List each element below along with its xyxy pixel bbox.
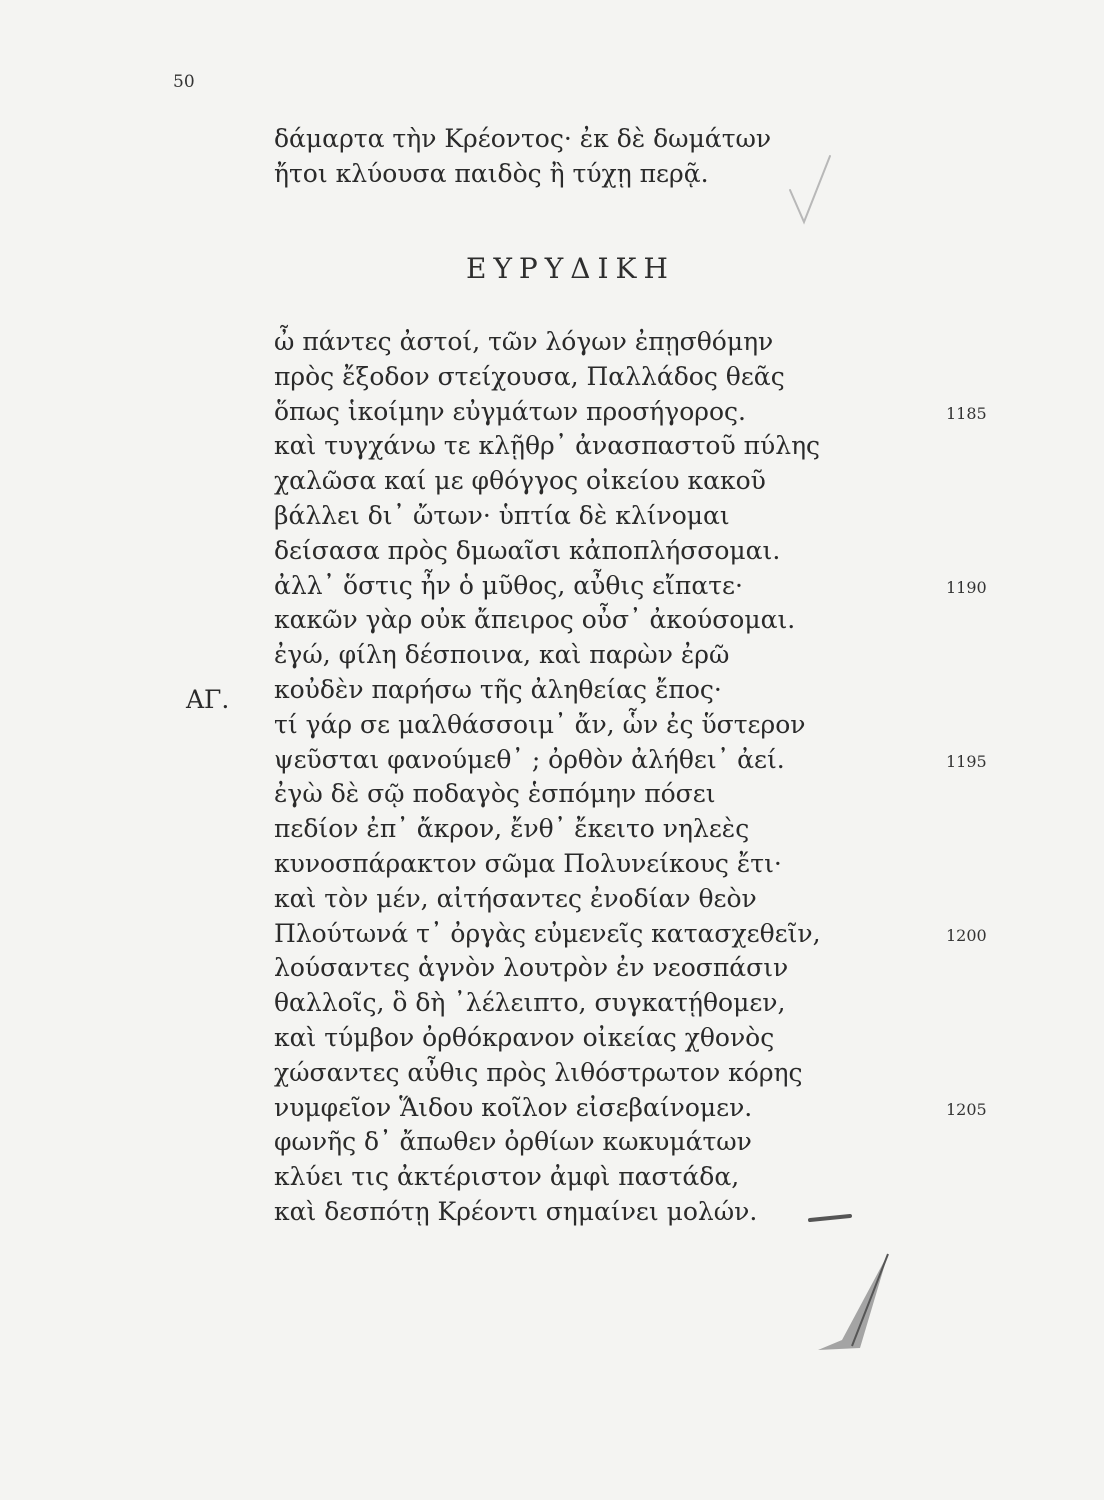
- verse-line: δάμαρτα τὴν Κρέοντος· ἐκ δὲ δωμάτων: [274, 124, 772, 153]
- page-number: 50: [173, 72, 195, 92]
- verse-line: Πλούτωνά τ᾽ ὀργὰς εὐμενεῖς κατασχεθεῖν,: [274, 918, 821, 948]
- pencil-slash-mark: [812, 1250, 902, 1360]
- verse-line: ὅπως ἱκοίμην εὐγμάτων προσήγορος.: [274, 396, 746, 426]
- line-number: 1190: [946, 577, 987, 597]
- verse-line: κλύει τις ἀκτέριστον ἀμφὶ παστάδα,: [274, 1162, 740, 1192]
- verse-line: ἐγώ, φίλη δέσποινα, καὶ παρὼν ἐρῶ: [274, 640, 730, 670]
- verse-line: καὶ δεσπότῃ Κρέοντι σημαίνει μολών.: [274, 1196, 758, 1226]
- verse-line: πρὸς ἔξοδον στείχουσα, Παλλάδος θεᾶς: [274, 361, 785, 391]
- verse-line: βάλλει δι᾽ ὤτων· ὑπτία δὲ κλίνομαι: [274, 500, 730, 530]
- verse-line: ἤτοι κλύουσα παιδὸς ἢ τύχῃ περᾷ.: [274, 158, 709, 188]
- verse-line: καὶ τυγχάνω τε κλῇθρ᾽ ἀνασπαστοῦ πύλης: [274, 431, 821, 461]
- verse-line: χώσαντες αὖθις πρὸς λιθόστρωτον κόρης: [274, 1057, 803, 1087]
- line-number: 1195: [946, 751, 987, 771]
- verse-line: τί γάρ σε μαλθάσσοιμ᾽ ἄν, ὧν ἐς ὕστερον: [274, 709, 806, 739]
- verse-line: φωνῆς δ᾽ ἄπωθεν ὀρθίων κωκυμάτων: [274, 1127, 752, 1157]
- pencil-check-mark: [782, 150, 842, 230]
- line-number: 1200: [946, 925, 987, 945]
- verse-line: ἀλλ᾽ ὅστις ἦν ὁ μῦθος, αὖθις εἴπατε·: [274, 570, 743, 600]
- verse-line: λούσαντες ἁγνὸν λουτρὸν ἐν νεοσπάσιν: [274, 953, 789, 983]
- verse-line: δείσασα πρὸς δμωαῖσι κἀποπλήσσομαι.: [274, 535, 781, 565]
- verse-block-top: [274, 122, 771, 192]
- verse-line: κοὐδὲν παρήσω τῆς ἀληθείας ἔπος·: [274, 674, 722, 704]
- verse-line: καὶ τύμβον ὀρθόκρανον οἰκείας χθονὸς: [274, 1022, 775, 1052]
- verse-line: κυνοσπάρακτον σῶμα Πολυνείκους ἔτι·: [274, 848, 782, 878]
- line-number: 1185: [946, 403, 987, 423]
- verse-line: καὶ τὸν μέν, αἰτήσαντες ἐνοδίαν θεὸν: [274, 883, 757, 913]
- verse-line: χαλῶσα καί με φθόγγος οἰκείου κακοῦ: [274, 466, 766, 496]
- verse-line: θαλλοῖς, ὃ δὴ ᾿λέλειπτο, συγκατῄθομεν,: [274, 988, 786, 1018]
- verse-block-main: [274, 325, 821, 1230]
- verse-line: ψεῦσται φανούμεθ᾽ ; ὀρθὸν ἀλήθει᾽ ἀεί.: [274, 744, 785, 774]
- verse-line: ὦ πάντες ἀστοί, τῶν λόγων ἐπῃσθόμην: [274, 327, 774, 356]
- verse-line: ἐγὼ δὲ σῷ ποδαγὸς ἑσπόμην πόσει: [274, 779, 716, 809]
- verse-line: κακῶν γὰρ οὐκ ἄπειρος οὖσ᾽ ἀκούσομαι.: [274, 605, 796, 635]
- verse-line: νυμφεῖον Ἅιδου κοῖλον εἰσεβαίνομεν.: [274, 1092, 753, 1122]
- speaker-heading: ΕΥΡΥΔΙΚΗ: [466, 252, 675, 285]
- verse-line: πεδίον ἐπ᾽ ἄκρον, ἔνθ᾽ ἔκειτο νηλεὲς: [274, 814, 750, 844]
- speaker-tag: ΑΓ.: [186, 685, 230, 714]
- line-number: 1205: [946, 1099, 987, 1119]
